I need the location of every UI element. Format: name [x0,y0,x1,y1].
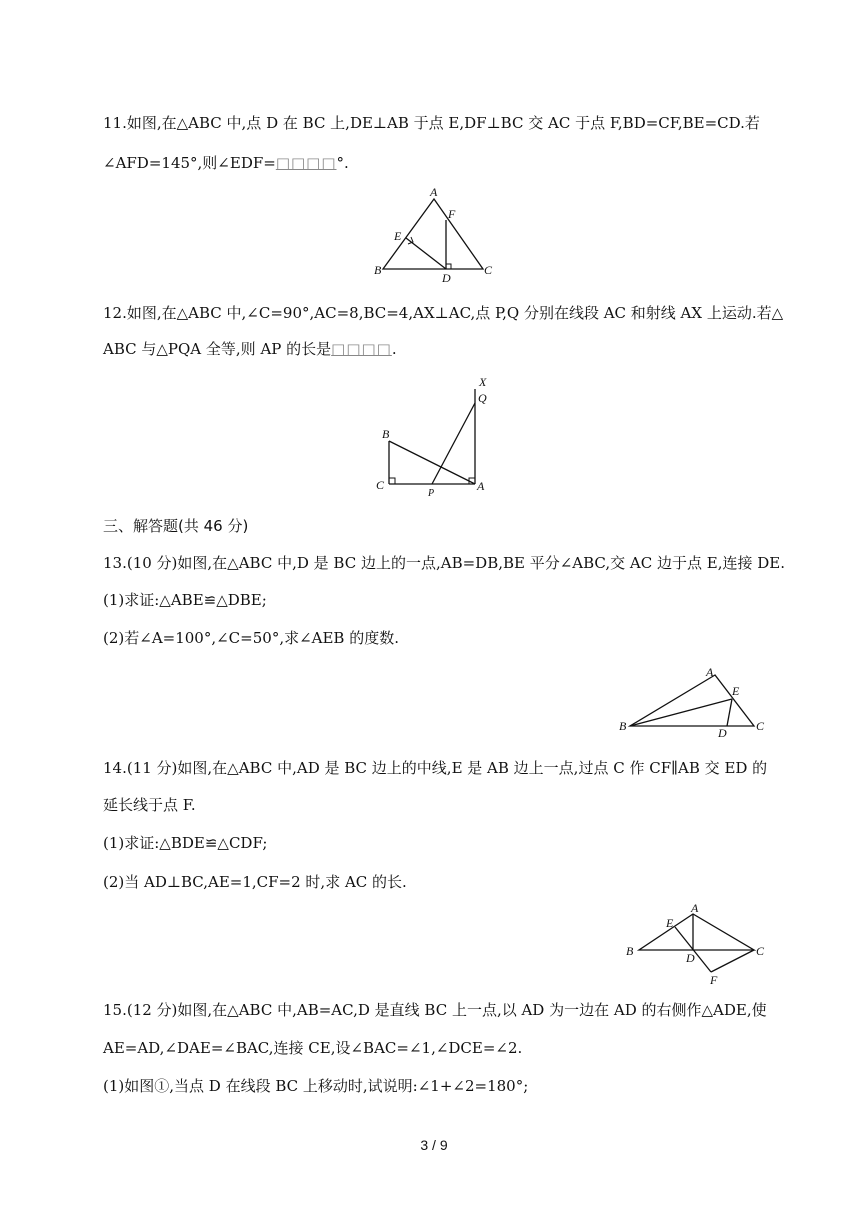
q14-triangle-abc [639,914,754,950]
q13-segment-be [630,699,732,726]
q12-label-q: Q [478,391,487,405]
q12-label-c: C [376,478,385,492]
q11-label-f: F [448,207,456,221]
q14-label-c: C [756,944,765,958]
q12-label-b: B [382,427,390,441]
q11-right-angle-d [446,264,451,269]
q12-label-a: A [477,479,485,493]
q13-line-1: 13.(10 分)如图,在△ABC 中,D 是 BC 边上的一点,AB=DB,BE 平分∠ABC,交 AC 边于点 E,连接 DE. [103,554,785,572]
q11-line-2 [103,153,349,173]
q11-answer-blank: □□□□ [275,154,337,172]
q11-text-end: °. [336,154,349,172]
q14-part-1: (1)求证:△BDE≌△CDF; [103,834,268,852]
q12-answer-blank: □□□□ [331,340,392,358]
q14-segment-cf [711,950,754,972]
q14-label-f: F [710,973,718,987]
q12-segment-pq [432,403,475,484]
q12-segment-ba [389,441,475,484]
q14-figure [620,900,770,990]
q13-label-b: B [619,719,627,733]
q11-label-c: C [484,263,493,277]
q13-label-a: A [706,665,714,679]
q13-triangle-abc [630,675,754,726]
q15-line-1: 15.(12 分)如图,在△ABC 中,AB=AC,D 是直线 BC 上一点,以 AD 为一边在 AD 的右侧作△ADE,使 [103,1001,767,1019]
q12-line-1: 12.如图,在△ABC 中,∠C=90°,AC=8,BC=4,AX⊥AC,点 P,Q 分别在线段 AC 和射线 AX 上运动.若△ [103,304,784,322]
q12-label-x: X [479,375,487,389]
q11-line-1: 11.如图,在△ABC 中,点 D 在 BC 上,DE⊥AB 于点 E,DF⊥BC 交 AC 于点 F,BD=CF,BE=CD.若 [103,114,760,132]
q11-text: ∠AFD=145°,则∠EDF= [103,154,276,172]
q15-line-2: AE=AD,∠DAE=∠BAC,连接 CE,设∠BAC=∠1,∠DCE=∠2. [103,1039,523,1057]
q14-label-e: E [666,916,674,930]
q12-right-angle-c [389,478,395,484]
q11-label-b: B [374,263,382,277]
page-number: 3 / 9 [420,1137,448,1153]
q11-label-d: D [442,271,451,285]
q14-line-2: 延长线于点 F. [103,796,196,814]
q15-part-1: (1)如图①,当点 D 在线段 BC 上移动时,试说明:∠1+∠2=180°; [103,1077,529,1095]
q14-part-2: (2)当 AD⊥BC,AE=1,CF=2 时,求 AC 的长. [103,873,407,891]
q13-label-c: C [756,719,765,733]
q12-line-2 [103,339,397,359]
q14-label-d: D [686,951,695,965]
q14-label-a: A [691,901,699,915]
q12-figure [372,372,497,500]
q13-segment-de [727,699,732,726]
q12-text: ABC 与△PQA 全等,则 AP 的长是 [103,340,332,358]
q11-figure [370,185,500,288]
q11-label-a: A [430,185,438,199]
q13-figure [616,664,766,740]
q13-label-e: E [732,684,740,698]
q11-label-e: E [394,229,402,243]
q12-text-end: . [391,340,397,358]
q13-part-2: (2)若∠A=100°,∠C=50°,求∠AEB 的度数. [103,629,399,647]
q12-label-p: P [428,488,435,499]
q13-part-1: (1)求证:△ABE≌△DBE; [103,591,267,609]
section-3-heading: 三、解答题(共 46 分) [103,517,249,535]
q14-label-b: B [626,944,634,958]
q14-line-1: 14.(11 分)如图,在△ABC 中,AD 是 BC 边上的中线,E 是 AB 边上一点,过点 C 作 CF∥AB 交 ED 的 [103,759,768,777]
q13-label-d: D [718,726,727,740]
